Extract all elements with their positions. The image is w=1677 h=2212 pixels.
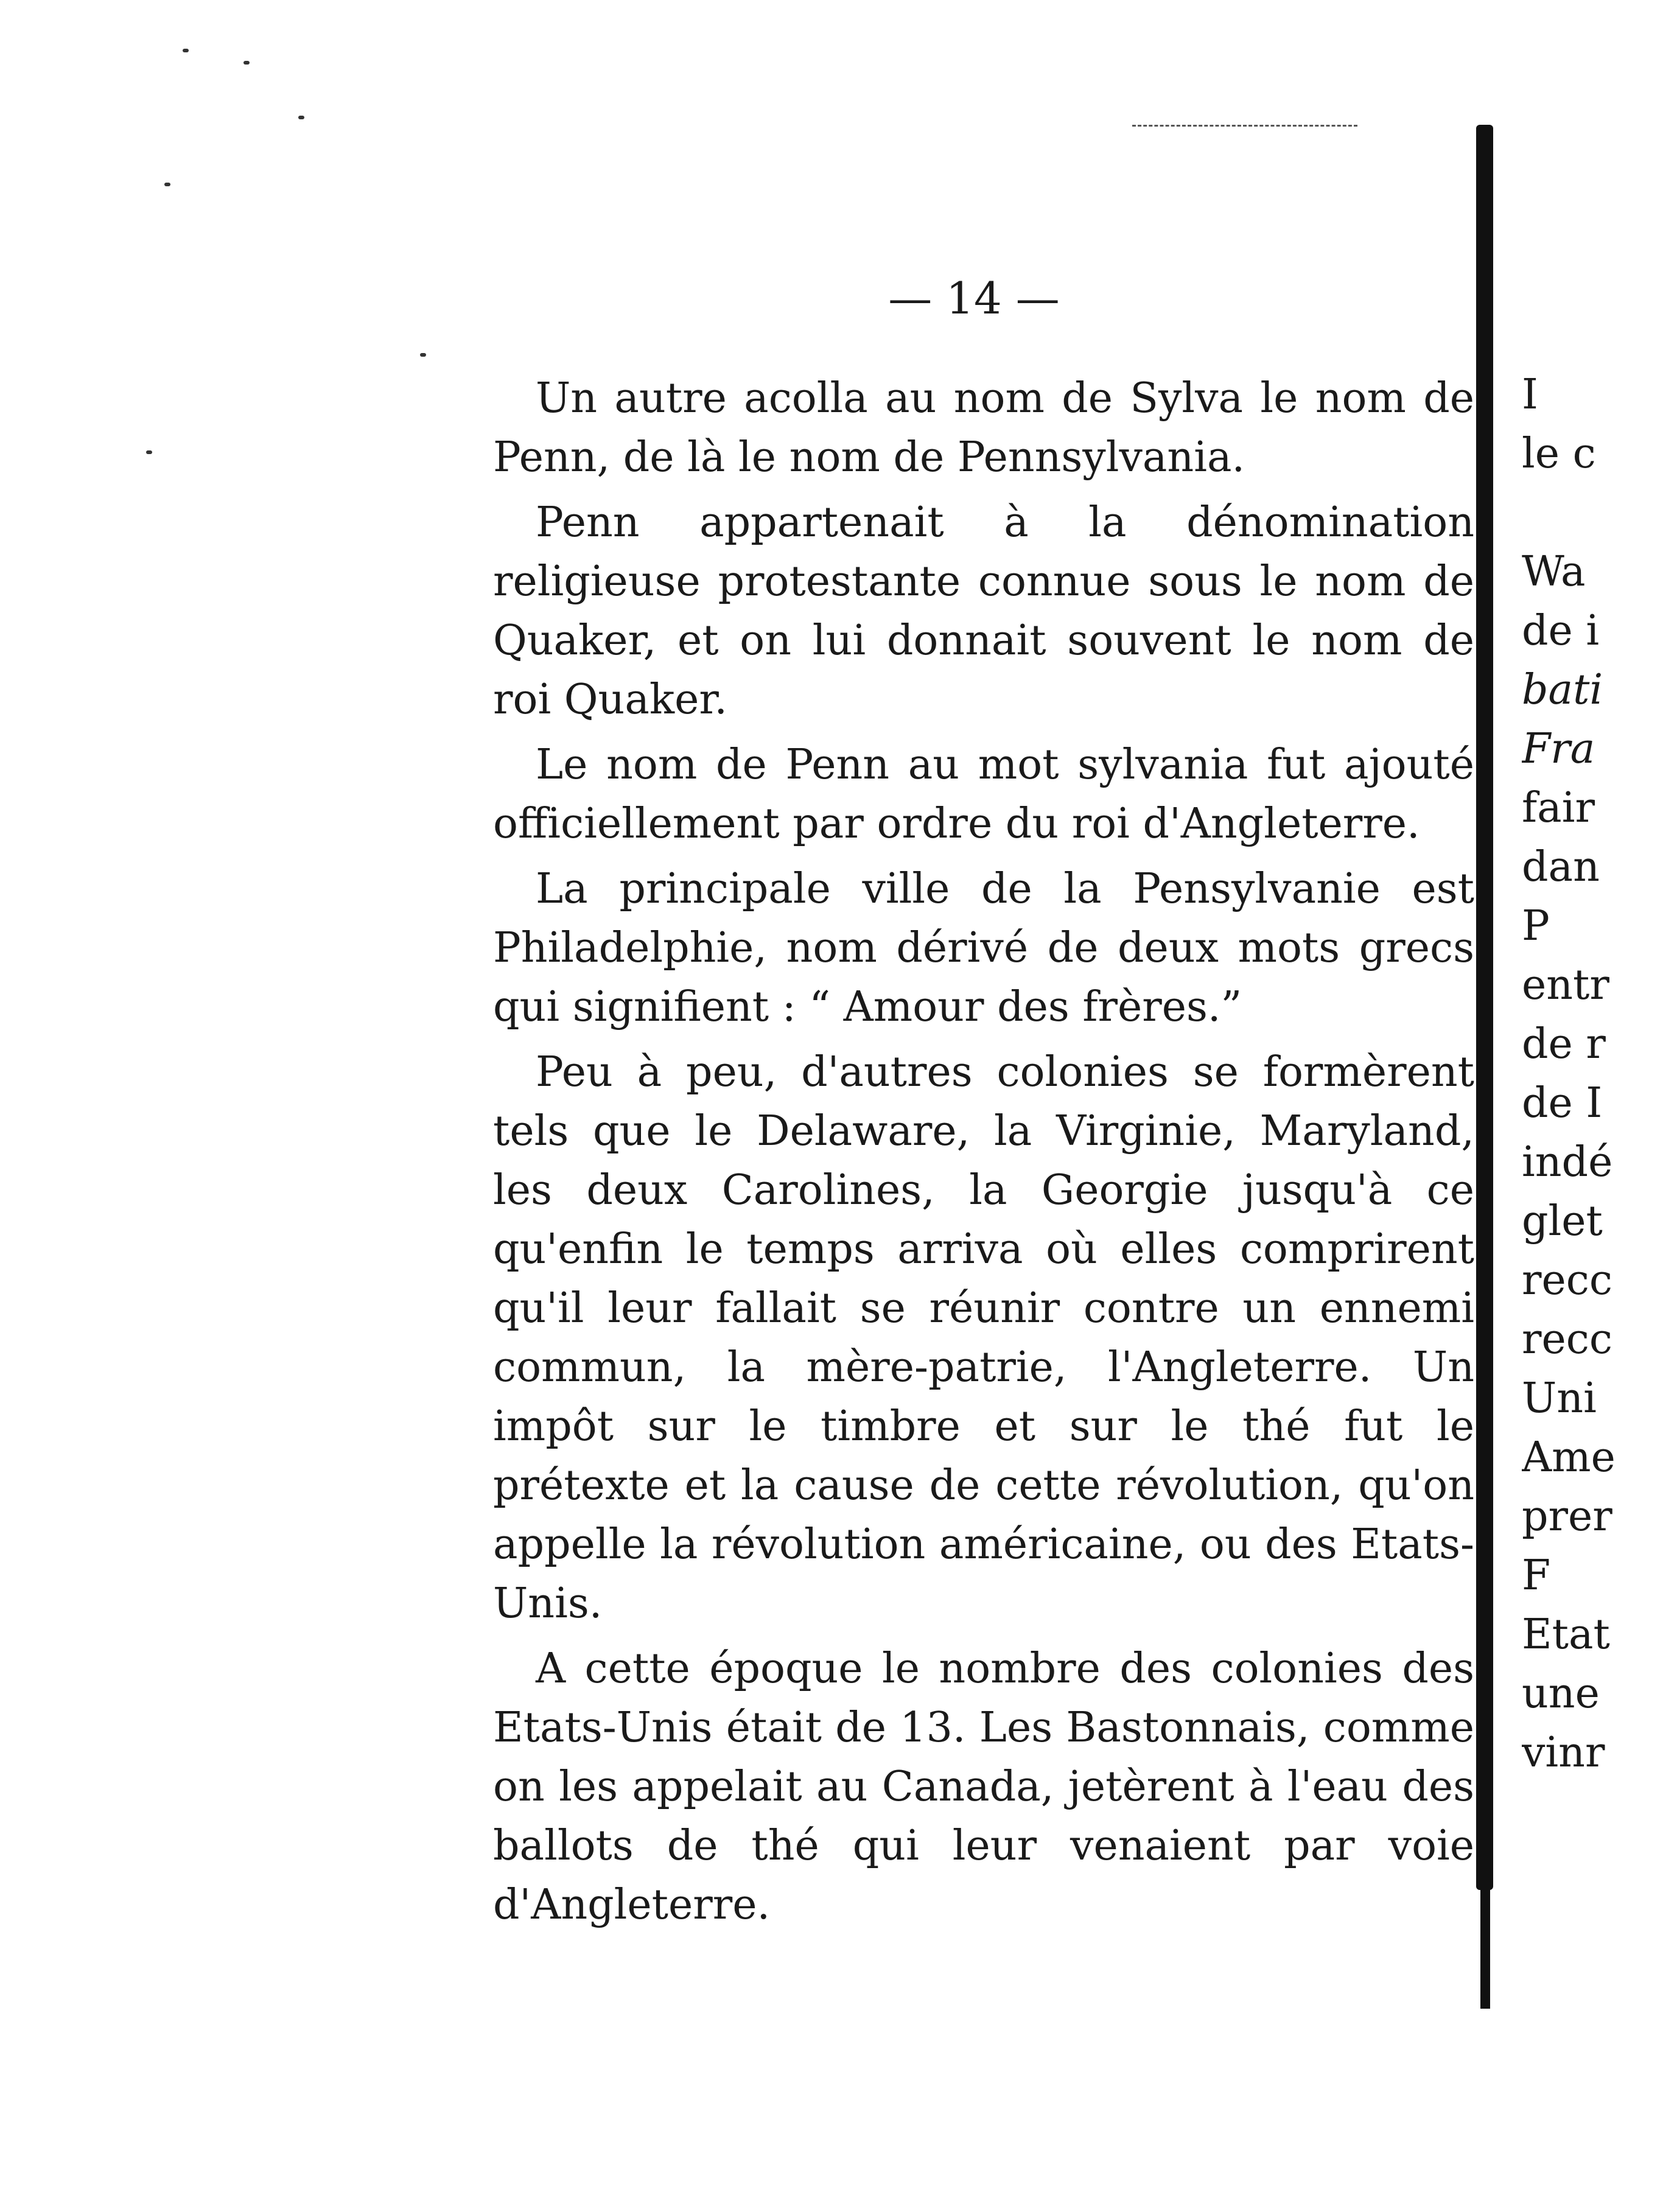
book-spine — [1476, 125, 1493, 1890]
adjacent-fragment: P — [1522, 902, 1550, 950]
adjacent-fragment: entr — [1522, 961, 1609, 1009]
adjacent-fragment: Uni — [1522, 1374, 1597, 1423]
adjacent-fragment: une — [1522, 1670, 1600, 1718]
adjacent-fragment: de I — [1522, 1079, 1603, 1127]
adjacent-fragment: recc — [1522, 1315, 1612, 1363]
paragraph: La principale ville de la Pensylvanie est Philadelphie, nom dérivé de deux mots grecs qui signifient : “ Amour des frères.” — [493, 865, 1474, 1031]
adjacent-fragment: Etat — [1522, 1611, 1610, 1659]
paragraph: Penn appartenait à la dénomination religieuse protestante connue sous le nom de Quaker, et on lui donnait souvent le nom de roi Quaker. — [493, 499, 1474, 724]
adjacent-page-column — [1522, 365, 1677, 1782]
adjacent-fragment: dan — [1522, 843, 1600, 891]
adjacent-fragment: bati — [1522, 666, 1603, 714]
top-rule — [1132, 125, 1357, 127]
paragraph: Un autre acolla au nom de Sylva le nom de Penn, de là le nom de Pennsylvania. — [493, 374, 1474, 481]
adjacent-fragment: indé — [1522, 1138, 1613, 1186]
adjacent-fragment: recc — [1522, 1256, 1612, 1304]
adjacent-fragment: fair — [1522, 784, 1595, 832]
book-spine-tail — [1480, 1887, 1490, 2009]
adjacent-fragment: de i — [1522, 607, 1600, 655]
page-number: — 14 — — [888, 273, 1060, 324]
adjacent-fragment: Fra — [1522, 725, 1595, 773]
paragraph: Peu à peu, d'autres colonies se formèrent tels que le Delaware, la Virginie, Maryland, les deux Carolines, la Georgie jusqu'à ce qu'enfin le temps arriva où elles comprirent qu'il leur fallait se réunir contre un ennemi commun, la mère-patrie, l'Angleterre. Un impôt sur le timbre et sur le thé fut le prétexte et la cause de cette révolution, qu'on appelle la révolution américaine, ou des Etats-Unis. — [493, 1048, 1474, 1628]
adjacent-fragment: Ame — [1522, 1433, 1616, 1482]
adjacent-fragment: Wa — [1522, 548, 1586, 596]
adjacent-fragment: prer — [1522, 1493, 1612, 1541]
scan-speck — [298, 116, 304, 119]
paragraph: A cette époque le nombre des colonies des Etats-Unis était de 13. Les Bastonnais, comme on les appelait au Canada, jetèrent à l'eau des ballots de thé qui leur venaient par voie d'Angleterre. — [493, 1645, 1474, 1929]
adjacent-fragment: de r — [1522, 1020, 1606, 1068]
scan-speck — [164, 183, 170, 186]
scan-speck — [146, 450, 152, 454]
scan-speck — [420, 353, 426, 357]
page-body — [493, 369, 1474, 1941]
adjacent-fragment — [1522, 483, 1677, 542]
adjacent-fragment: F — [1522, 1552, 1551, 1600]
adjacent-fragment: I — [1522, 371, 1538, 419]
adjacent-fragment: glet — [1522, 1197, 1603, 1245]
scan-speck — [183, 49, 189, 52]
paragraph: Le nom de Penn au mot sylvania fut ajouté officiellement par ordre du roi d'Angleterre. — [493, 741, 1474, 848]
adjacent-fragment: vinr — [1522, 1729, 1605, 1777]
adjacent-fragment: le c — [1522, 430, 1596, 478]
scan-speck — [243, 61, 250, 65]
